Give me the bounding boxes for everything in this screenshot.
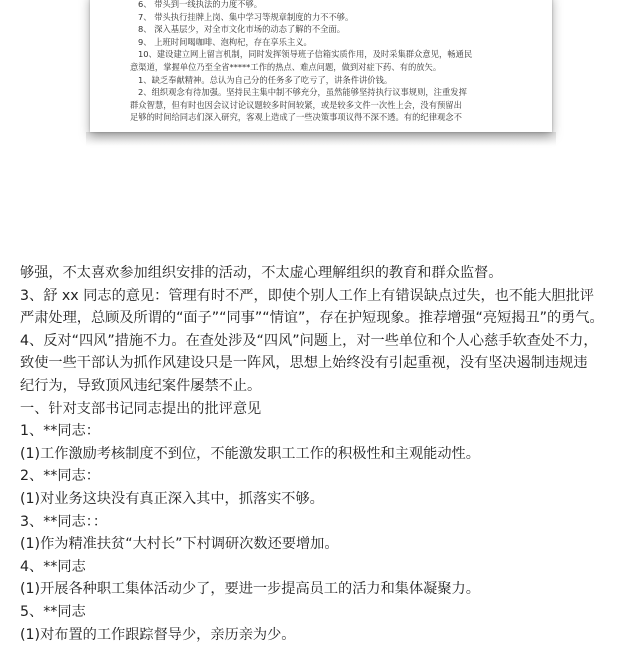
section-heading: 一、针对支部书记同志提出的批评意见 — [20, 398, 630, 421]
scan-line-10: 足够的时间给同志们深入研究，客观上造成了一些决策事项议得不深不透。有的纪律观念不 — [130, 111, 540, 124]
scan-line-4: 9、 上班时间喝咖啡、泡枸杞，存在享乐主义。 — [130, 36, 540, 49]
article-line-8: 1、**同志： — [20, 420, 630, 443]
article-line-15: (1)开展各种职工集体活动少了，要进一步提高员工的活力和集体凝聚力。 — [20, 578, 630, 601]
article-line-10: 2、**同志： — [20, 465, 630, 488]
scan-line-8: 2、组织观念有待加强。坚持民主集中制不够充分，虽然能够坚持执行议事规则，注重发挥 — [130, 86, 540, 99]
article-line-9: (1)工作激励考核制度不到位，不能激发职工工作的积极性和主观能动性。 — [20, 443, 630, 466]
scan-line-3: 8、 深入基层少，对全市文化市场的动态了解的不全面。 — [130, 23, 540, 36]
article-line-14: 4、**同志 — [20, 556, 630, 579]
article-line-13: (1)作为精准扶贫“大村长”下村调研次数还要增加。 — [20, 533, 630, 556]
article-line-5: 致使一些干部认为抓作风建设只是一阵风，思想上始终没有引起重视，没有坚决遏制违规违 — [20, 352, 630, 375]
article-line-11: (1)对业务这块没有真正深入其中，抓落实不够。 — [20, 488, 630, 511]
article-line-6: 纪行为，导致顶风违纪案件屡禁不止。 — [20, 375, 630, 398]
article-line-16: 5、**同志 — [20, 601, 630, 624]
article-line-12: 3、**同志：： — [20, 511, 630, 534]
article-line-1: 够强，不太喜欢参加组织安排的活动，不太虚心理解组织的教育和群众监督。 — [20, 262, 630, 285]
scan-line-1: 6、 带头到一线执法的力度不够。 — [130, 0, 540, 11]
scan-line-9: 群众智慧，但有时也因会议讨论议题较多时间较紧，或是较多文件一次性上会，没有预留出 — [130, 99, 540, 112]
article-line-2: 3、舒 xx 同志的意见：管理有时不严，即使个别人工作上有错误缺点过失，也不能大胆批评 — [20, 285, 630, 308]
scanned-page-text — [90, 0, 552, 124]
page-shadow — [86, 132, 556, 146]
article-line-4: 4、反对“四风”措施不力。在查处涉及“四风”问题上，对一些单位和个人心慈手软查处不力， — [20, 330, 630, 353]
article-line-3: 严肃处理，总顾及所谓的“面子”“同事”“情谊”，存在护短现象。推荐增强“亮短揭丑”的勇气。 — [20, 307, 630, 330]
scan-line-7: 1、缺乏奉献精神。总认为自己分的任务多了吃亏了，讲条件讲价钱。 — [130, 74, 540, 87]
article-line-17: (1)对布置的工作跟踪督导少，亲历亲为少。 — [20, 624, 630, 646]
article-body — [20, 262, 630, 646]
scan-line-2: 7、 带头执行挂牌上岗、集中学习等规章制度的力不不够。 — [130, 11, 540, 24]
scan-line-6: 意渠道，掌握单位乃至全省*****工作的热点、难点问题，做到对症下药、有的放矢。 — [130, 61, 540, 74]
scanned-document-page — [90, 0, 552, 132]
scan-line-5: 10、建设建立网上留言机制，同时发挥领导班子信箱实质作用，及时采集群众意见，畅通民 — [130, 48, 540, 61]
